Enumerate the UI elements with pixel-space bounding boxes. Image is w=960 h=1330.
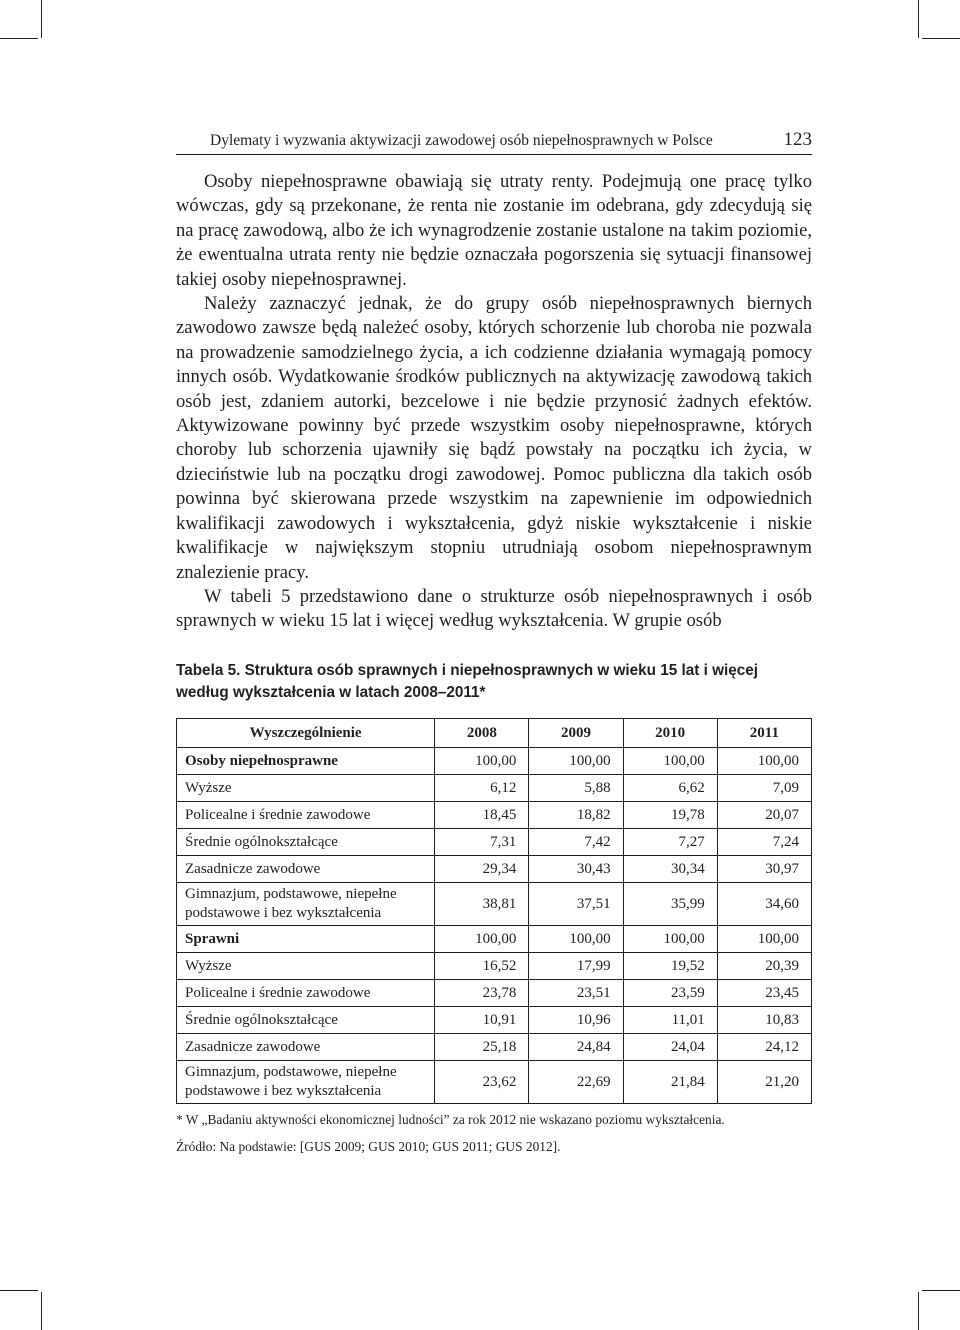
table-cell: 37,51 <box>529 883 623 926</box>
table-cell: 24,84 <box>529 1034 623 1061</box>
table-cell: 23,62 <box>435 1061 529 1104</box>
table-source: Źródło: Na podstawie: [GUS 2009; GUS 2010; GUS 2011; GUS 2012]. <box>176 1139 561 1154</box>
table-cell: 20,07 <box>717 802 811 829</box>
row-label: Wyższe <box>177 953 435 980</box>
table-row <box>177 829 812 856</box>
body-text <box>176 170 812 634</box>
table-cell: 30,34 <box>623 856 717 883</box>
crop-mark <box>41 1292 42 1330</box>
crop-mark <box>41 0 42 38</box>
table-row <box>177 856 812 883</box>
table-cell: 23,59 <box>623 980 717 1007</box>
table-cell: 100,00 <box>435 748 529 775</box>
table-row <box>177 775 812 802</box>
table-cell: 7,27 <box>623 829 717 856</box>
column-header: 2010 <box>623 719 717 748</box>
row-label: Zasadnicze zawodowe <box>177 1034 435 1061</box>
data-table <box>176 718 812 1104</box>
row-label: Policealne i średnie zawodowe <box>177 980 435 1007</box>
table-cell: 20,39 <box>717 953 811 980</box>
table-cell: 22,69 <box>529 1061 623 1104</box>
table-row <box>177 802 812 829</box>
table-body <box>177 748 812 1104</box>
table-cell: 10,96 <box>529 1007 623 1034</box>
table-cell: 18,45 <box>435 802 529 829</box>
row-label: Gimnazjum, podstawowe, niepełne podstawowe i bez wykształcenia <box>177 1061 435 1104</box>
row-label: Policealne i średnie zawodowe <box>177 802 435 829</box>
table-cell: 7,31 <box>435 829 529 856</box>
table-cell: 23,45 <box>717 980 811 1007</box>
table-cell: 100,00 <box>717 748 811 775</box>
table-cell: 6,62 <box>623 775 717 802</box>
crop-mark <box>0 1290 38 1291</box>
table-cell: 29,34 <box>435 856 529 883</box>
table-cell: 100,00 <box>529 926 623 953</box>
row-label: Sprawni <box>177 926 435 953</box>
column-header: 2009 <box>529 719 623 748</box>
running-head <box>176 128 812 155</box>
crop-mark <box>922 38 960 39</box>
running-head-title: Dylematy i wyzwania aktywizacji zawodowej osób niepełnosprawnych w Polsce <box>210 132 713 149</box>
table-cell: 10,83 <box>717 1007 811 1034</box>
row-label: Wyższe <box>177 775 435 802</box>
table-row <box>177 748 812 775</box>
row-label: Gimnazjum, podstawowe, niepełne podstawowe i bez wykształcenia <box>177 883 435 926</box>
table-row <box>177 1061 812 1104</box>
table-row <box>177 883 812 926</box>
table-caption-line: według wykształcenia w latach 2008–2011* <box>176 684 486 701</box>
row-label: Średnie ogólnokształcące <box>177 1007 435 1034</box>
table-cell: 19,78 <box>623 802 717 829</box>
column-header: 2011 <box>717 719 811 748</box>
table-cell: 19,52 <box>623 953 717 980</box>
table-cell: 10,91 <box>435 1007 529 1034</box>
table-caption-line: Tabela 5. Struktura osób sprawnych i niepełnosprawnych w wieku 15 lat i więcej <box>176 662 759 679</box>
table-row <box>177 926 812 953</box>
table-row <box>177 980 812 1007</box>
table-cell: 34,60 <box>717 883 811 926</box>
column-header: Wyszczególnienie <box>177 719 435 748</box>
table-cell: 24,04 <box>623 1034 717 1061</box>
table-cell: 16,52 <box>435 953 529 980</box>
table-cell: 5,88 <box>529 775 623 802</box>
crop-mark <box>918 0 919 38</box>
row-label: Zasadnicze zawodowe <box>177 856 435 883</box>
table-cell: 30,43 <box>529 856 623 883</box>
table-cell: 100,00 <box>717 926 811 953</box>
table-cell: 100,00 <box>435 926 529 953</box>
table-footnote: * W „Badaniu aktywności ekonomicznej ludności” za rok 2012 nie wskazano poziomu wykształcenia. <box>176 1112 725 1127</box>
table-cell: 38,81 <box>435 883 529 926</box>
table-cell: 7,24 <box>717 829 811 856</box>
table-cell: 30,97 <box>717 856 811 883</box>
table-cell: 100,00 <box>623 748 717 775</box>
crop-mark <box>922 1290 960 1291</box>
table-cell: 25,18 <box>435 1034 529 1061</box>
table-caption <box>176 660 812 704</box>
crop-mark <box>0 38 38 39</box>
table-row <box>177 1007 812 1034</box>
table-cell: 21,20 <box>717 1061 811 1104</box>
paragraph: W tabeli 5 przedstawiono dane o strukturze osób niepełnosprawnych i osób sprawnych w wieku 15 lat i więcej według wykształcenia. W grupie osób <box>176 585 812 632</box>
table-cell: 24,12 <box>717 1034 811 1061</box>
table-header-row <box>177 719 812 748</box>
table-cell: 21,84 <box>623 1061 717 1104</box>
table-cell: 6,12 <box>435 775 529 802</box>
paragraph: Należy zaznaczyć jednak, że do grupy osób niepełnosprawnych biernych zawodowo zawsze będą należeć osoby, których schorzenie lub choroba nie pozwala na prowadzenie samodzielnego życia, a ich codzienne działania wymagają pomocy innych osób. Wydatkowanie środków publicznych na aktywizację zawodową takich osób jest, zdaniem autorki, bezcelowe i nie będzie przynosić żadnych efektów. Aktywizowane powinny być przede wszystkim osoby niepełnosprawne, których choroby lub schorzenia ujawniły się bądź powstały na początku ich życia, w dzieciństwie lub na początku drogi zawodowej. Pomoc publiczna dla takich osób powinna być skierowana przede wszystkim na zapewnienie im odpowiednich kwalifikacji zawodowych i wykształcenia, gdyż niskie wykształcenie i niskie kwalifikacje w największym stopniu utrudniają osobom niepełnosprawnym znalezienie pracy. <box>176 293 812 583</box>
row-label: Osoby niepełnosprawne <box>177 748 435 775</box>
table-row <box>177 1034 812 1061</box>
table-cell: 100,00 <box>623 926 717 953</box>
table-row <box>177 953 812 980</box>
page-number: 123 <box>783 129 812 150</box>
crop-mark <box>918 1292 919 1330</box>
table-cell: 35,99 <box>623 883 717 926</box>
table-cell: 100,00 <box>529 748 623 775</box>
column-header: 2008 <box>435 719 529 748</box>
row-label: Średnie ogólnokształcące <box>177 829 435 856</box>
table-cell: 23,78 <box>435 980 529 1007</box>
table-cell: 7,09 <box>717 775 811 802</box>
table-cell: 17,99 <box>529 953 623 980</box>
table-cell: 18,82 <box>529 802 623 829</box>
paragraph: Osoby niepełnosprawne obawiają się utraty renty. Podejmują one pracę tylko wówczas, gdy są przekonane, że renta nie zostanie im odebrana, gdy zdecydują się na pracę zawodową, albo że ich wynagrodzenie zostanie ustalone na takim poziomie, że ewentualna utrata renty nie będzie oznaczała pogorszenia się sytuacji finansowej takiej osoby niepełnosprawnej. <box>176 171 812 290</box>
table-cell: 11,01 <box>623 1007 717 1034</box>
table-cell: 7,42 <box>529 829 623 856</box>
table-cell: 23,51 <box>529 980 623 1007</box>
